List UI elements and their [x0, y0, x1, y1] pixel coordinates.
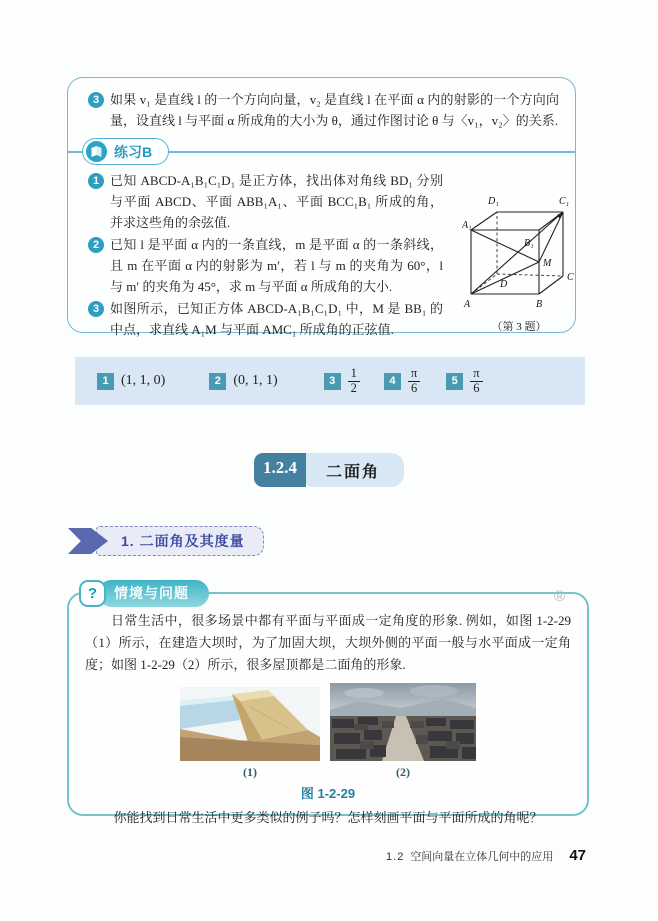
situation-paragraph: 日常生活中，很多场景中都有平面与平面成一定角度的形象. 例如，如图 1-2-29（1）所示，在建造大坝时，为了加固大坝，大坝外侧的平面一般与水平面成一定角度；如图 1-2-29（2）所示，很多屋顶都是二面角的形象. [85, 613, 571, 672]
arrowhead [557, 212, 563, 219]
vertex-label-b1: B₁ [524, 238, 534, 249]
cube-diagram [462, 188, 576, 312]
practice-b-pill [82, 138, 169, 165]
fraction-numerator: 1 [348, 367, 360, 382]
vertex-label-a: A [464, 299, 471, 310]
answer-5 [446, 367, 482, 396]
question-book-icon: ? [79, 580, 106, 607]
exercise-item-3 [88, 298, 443, 340]
situation-box [67, 585, 589, 825]
vertex-label-d: D [500, 279, 508, 290]
fraction-numerator: π [408, 367, 420, 382]
exercise-item-2 [88, 234, 443, 297]
answer-fraction [348, 367, 360, 396]
registered-trademark-watermark: ® [554, 588, 566, 605]
section-heading [0, 453, 658, 487]
answer-fraction [470, 367, 482, 396]
image-caption-2: (2) [396, 765, 410, 779]
section-number: 1.2.4 [254, 453, 306, 487]
rooftops-photo [330, 683, 476, 761]
situation-header [79, 580, 209, 607]
cube-figure [462, 188, 576, 334]
answer-3 [324, 367, 360, 396]
figure-number-caption: 图 1-2-29 [300, 786, 356, 801]
practice-b-label: 练习B [114, 143, 153, 160]
fraction-denominator: 6 [410, 380, 418, 395]
footer-section-title: 空间向量在立体几何中的应用 [410, 851, 554, 863]
exercise-item-text: 如果 v₁ 是直线 l 的一个方向向量，v₂ 是直线 l 在平面 α 内的射影的一个方向向量，设直线 l 与平面 α 所成角的大小为 θ，通过作图讨论 θ 与〈v₁，v₂〉的关系. [110, 92, 559, 128]
page-number: 47 [569, 847, 586, 864]
answer-value: (1, 1, 0) [121, 373, 166, 388]
answer-2 [209, 373, 277, 390]
answer-4 [384, 367, 420, 396]
situation-header-label: 情境与问题 [98, 580, 209, 607]
exercise-box [67, 77, 576, 337]
item-number-badge: 1 [88, 173, 104, 189]
exercise-item-text: 已知 l 是平面 α 内的一条直线，m 是平面 α 的一条斜线，且 m 在平面 α 内的射影为 m′，若 l 与 m 的夹角为 60°，l 与 m′ 的夹角为 45°，求 m 与平面 α 所成角的大小. [110, 237, 443, 294]
answer-number-badge: 3 [324, 373, 341, 390]
answer-number-badge: 1 [97, 373, 114, 390]
figure-caption: （第 3 题） [491, 321, 547, 333]
exercise-item-continuation [68, 78, 575, 131]
vertex-label-m: M [543, 258, 552, 269]
answers-band [75, 357, 585, 405]
answer-number-badge: 4 [384, 373, 401, 390]
situation-question: 你能找到日常生活中更多类似的例子吗？怎样刻画平面与平面所成的角呢？ [113, 810, 543, 825]
item-number-badge: 2 [88, 237, 104, 253]
item-number-badge: 3 [88, 301, 104, 317]
answer-value: (0, 1, 1) [233, 373, 278, 388]
vertex-label-b: B [536, 299, 543, 310]
page-footer [386, 847, 586, 864]
roofs-image-column [330, 683, 476, 780]
practice-book-icon [86, 141, 107, 162]
figure-images-row [69, 683, 587, 780]
exercise-item-1 [88, 170, 443, 233]
fraction-denominator: 6 [473, 380, 480, 395]
vertex-label-d1: D₁ [488, 196, 499, 207]
vertex-label-c: C [567, 272, 574, 283]
answer-number-badge: 5 [446, 373, 463, 390]
fraction-numerator: π [470, 367, 482, 382]
dam-image-column [180, 687, 320, 780]
vertex-label-a1: A₁ [462, 220, 472, 231]
exercise-item-text: 已知 ABCD-A₁B₁C₁D₁ 是正方体，找出体对角线 BD₁ 分别与平面 ABCD、平面 ABB₁A₁、平面 BCC₁B₁ 所成的角，并求这些角的余弦值. [110, 173, 443, 230]
topic-banner-label: 1. 二面角及其度量 [96, 526, 264, 556]
fraction-denominator: 2 [350, 380, 357, 395]
practice-b-divider [68, 136, 575, 168]
exercise-item-text: 如图所示，已知正方体 ABCD-A₁B₁C₁D₁ 中，M 是 BB₁ 的中点，求直线 A₁M 与平面 AMC₁ 所成角的正弦值. [110, 301, 443, 337]
image-caption-1: (1) [243, 765, 257, 779]
vertex-label-c1: C₁ [559, 196, 570, 207]
section-title: 二面角 [306, 453, 404, 487]
topic-banner [68, 527, 264, 555]
answer-number-badge: 2 [209, 373, 226, 390]
dam-illustration [180, 687, 320, 761]
footer-section-number: 1.2 [386, 851, 405, 863]
answer-1 [97, 373, 165, 390]
item-number-badge: 3 [88, 92, 104, 108]
answer-fraction [408, 367, 420, 396]
